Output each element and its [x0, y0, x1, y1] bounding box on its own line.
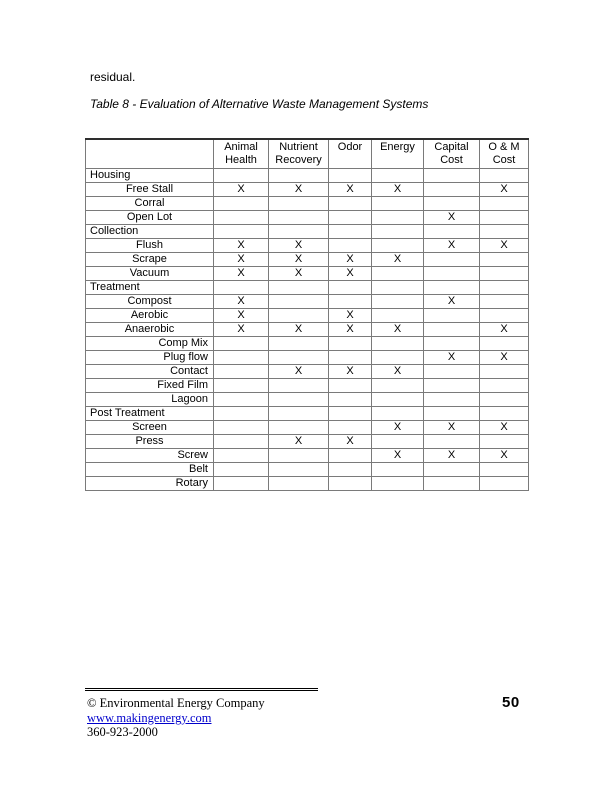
row-label-cell: Comp Mix — [86, 336, 214, 350]
mark-cell — [480, 308, 529, 322]
footer-company: © Environmental Energy Company — [87, 696, 265, 710]
table-row — [86, 336, 529, 350]
mark-cell: X — [269, 434, 329, 448]
table-row — [86, 378, 529, 392]
mark-cell: X — [424, 448, 480, 462]
mark-cell — [480, 364, 529, 378]
mark-cell — [269, 308, 329, 322]
mark-cell — [480, 224, 529, 238]
mark-cell — [480, 280, 529, 294]
mark-cell — [329, 462, 372, 476]
mark-cell — [480, 210, 529, 224]
row-label-cell: Aerobic — [86, 308, 214, 322]
mark-cell — [480, 336, 529, 350]
row-label-cell: Collection — [86, 224, 214, 238]
mark-cell: X — [329, 322, 372, 336]
mark-cell: X — [269, 364, 329, 378]
table-row — [86, 210, 529, 224]
mark-cell — [269, 378, 329, 392]
mark-cell: X — [372, 252, 424, 266]
mark-cell: X — [329, 434, 372, 448]
mark-cell — [480, 476, 529, 490]
mark-cell — [269, 476, 329, 490]
mark-cell — [424, 336, 480, 350]
mark-cell: X — [480, 238, 529, 252]
mark-cell — [329, 378, 372, 392]
row-label-cell: Contact — [86, 364, 214, 378]
mark-cell — [480, 266, 529, 280]
row-label-cell: Flush — [86, 238, 214, 252]
column-header: Animal Health — [214, 139, 269, 168]
mark-cell — [329, 448, 372, 462]
row-label-cell: Press — [86, 434, 214, 448]
mark-cell — [269, 406, 329, 420]
mark-cell — [372, 224, 424, 238]
mark-cell: X — [214, 182, 269, 196]
mark-cell — [214, 378, 269, 392]
mark-cell: X — [372, 448, 424, 462]
mark-cell — [372, 406, 424, 420]
mark-cell: X — [214, 294, 269, 308]
mark-cell: X — [214, 308, 269, 322]
table-row — [86, 182, 529, 196]
mark-cell — [214, 196, 269, 210]
footer — [87, 696, 265, 740]
table-row — [86, 364, 529, 378]
mark-cell: X — [424, 294, 480, 308]
table-row — [86, 280, 529, 294]
mark-cell: X — [269, 182, 329, 196]
mark-cell: X — [424, 420, 480, 434]
mark-cell — [269, 294, 329, 308]
mark-cell: X — [372, 420, 424, 434]
mark-cell — [269, 336, 329, 350]
mark-cell — [329, 350, 372, 364]
row-label-cell: Plug flow — [86, 350, 214, 364]
website-link[interactable]: www.makingenergy.com — [87, 710, 212, 725]
mark-cell — [480, 168, 529, 182]
mark-cell — [424, 266, 480, 280]
mark-cell — [269, 420, 329, 434]
mark-cell: X — [372, 322, 424, 336]
mark-cell — [372, 196, 424, 210]
table-row — [86, 238, 529, 252]
mark-cell — [269, 280, 329, 294]
row-label-cell: Scrape — [86, 252, 214, 266]
table-row — [86, 420, 529, 434]
mark-cell: X — [480, 420, 529, 434]
mark-cell — [372, 294, 424, 308]
mark-cell — [424, 378, 480, 392]
table-row — [86, 266, 529, 280]
mark-cell — [424, 322, 480, 336]
mark-cell — [214, 168, 269, 182]
table-row — [86, 224, 529, 238]
mark-cell — [424, 364, 480, 378]
table-row — [86, 168, 529, 182]
mark-cell — [372, 434, 424, 448]
mark-cell — [372, 336, 424, 350]
row-label-cell: Open Lot — [86, 210, 214, 224]
row-label-cell: Vacuum — [86, 266, 214, 280]
column-header: Odor — [329, 139, 372, 168]
row-label-cell: Anaerobic — [86, 322, 214, 336]
table-row — [86, 196, 529, 210]
mark-cell — [214, 350, 269, 364]
mark-cell — [329, 476, 372, 490]
mark-cell — [329, 406, 372, 420]
mark-cell — [214, 364, 269, 378]
mark-cell — [329, 168, 372, 182]
mark-cell: X — [214, 322, 269, 336]
mark-cell — [480, 196, 529, 210]
row-label-cell: Free Stall — [86, 182, 214, 196]
mark-cell — [329, 294, 372, 308]
mark-cell — [372, 168, 424, 182]
mark-cell — [480, 294, 529, 308]
mark-cell — [214, 210, 269, 224]
mark-cell — [372, 266, 424, 280]
mark-cell: X — [424, 350, 480, 364]
mark-cell — [269, 462, 329, 476]
mark-cell — [372, 308, 424, 322]
mark-cell: X — [269, 266, 329, 280]
mark-cell: X — [424, 210, 480, 224]
footer-divider — [85, 688, 318, 691]
mark-cell: X — [480, 350, 529, 364]
mark-cell — [424, 434, 480, 448]
mark-cell: X — [329, 252, 372, 266]
footer-phone: 360-923-2000 — [87, 725, 158, 740]
row-label-cell: Screen — [86, 420, 214, 434]
mark-cell — [269, 224, 329, 238]
mark-cell: X — [372, 364, 424, 378]
column-header: O & M Cost — [480, 139, 529, 168]
mark-cell — [214, 392, 269, 406]
mark-cell — [424, 168, 480, 182]
mark-cell — [214, 434, 269, 448]
header-row — [86, 139, 529, 168]
table-row — [86, 476, 529, 490]
mark-cell — [372, 378, 424, 392]
mark-cell — [424, 196, 480, 210]
mark-cell — [214, 280, 269, 294]
mark-cell: X — [269, 238, 329, 252]
table-row — [86, 350, 529, 364]
row-label-cell: Fixed Film — [86, 378, 214, 392]
evaluation-table — [85, 138, 529, 491]
mark-cell — [269, 448, 329, 462]
table-row — [86, 322, 529, 336]
mark-cell: X — [480, 182, 529, 196]
table-row — [86, 252, 529, 266]
mark-cell — [214, 476, 269, 490]
table-row — [86, 448, 529, 462]
corner-header-cell — [86, 139, 214, 168]
mark-cell — [480, 392, 529, 406]
mark-cell: X — [329, 308, 372, 322]
mark-cell — [269, 168, 329, 182]
table-row — [86, 308, 529, 322]
mark-cell: X — [329, 182, 372, 196]
table-row — [86, 462, 529, 476]
mark-cell — [424, 182, 480, 196]
column-header: Capital Cost — [424, 139, 480, 168]
column-header: Energy — [372, 139, 424, 168]
mark-cell — [424, 308, 480, 322]
row-label-cell: Post Treatment — [86, 406, 214, 420]
mark-cell — [214, 224, 269, 238]
row-label-cell: Rotary — [86, 476, 214, 490]
mark-cell — [269, 210, 329, 224]
mark-cell — [214, 462, 269, 476]
row-label-cell: Lagoon — [86, 392, 214, 406]
row-label-cell: Treatment — [86, 280, 214, 294]
row-label-cell: Housing — [86, 168, 214, 182]
mark-cell: X — [424, 238, 480, 252]
mark-cell — [329, 420, 372, 434]
mark-cell — [372, 350, 424, 364]
mark-cell: X — [214, 252, 269, 266]
mark-cell — [480, 378, 529, 392]
mark-cell — [372, 476, 424, 490]
column-header: Nutrient Recovery — [269, 139, 329, 168]
table-row — [86, 406, 529, 420]
mark-cell: X — [214, 266, 269, 280]
mark-cell — [269, 392, 329, 406]
mark-cell — [329, 210, 372, 224]
table-caption: Table 8 - Evaluation of Alternative Waste Management Systems — [90, 97, 429, 111]
page-number: 50 — [502, 694, 520, 711]
row-label-cell: Compost — [86, 294, 214, 308]
mark-cell: X — [480, 322, 529, 336]
mark-cell — [480, 462, 529, 476]
mark-cell — [329, 280, 372, 294]
mark-cell — [424, 406, 480, 420]
mark-cell: X — [480, 448, 529, 462]
mark-cell — [329, 238, 372, 252]
row-label-cell: Screw — [86, 448, 214, 462]
mark-cell — [329, 392, 372, 406]
table-body — [86, 168, 529, 490]
mark-cell — [424, 224, 480, 238]
row-label-cell: Belt — [86, 462, 214, 476]
mark-cell — [480, 406, 529, 420]
mark-cell — [329, 196, 372, 210]
mark-cell: X — [269, 252, 329, 266]
mark-cell — [214, 336, 269, 350]
mark-cell — [424, 392, 480, 406]
table-row — [86, 392, 529, 406]
mark-cell — [214, 406, 269, 420]
mark-cell — [269, 350, 329, 364]
mark-cell: X — [329, 266, 372, 280]
mark-cell — [372, 462, 424, 476]
mark-cell — [214, 448, 269, 462]
mark-cell — [372, 392, 424, 406]
mark-cell — [424, 476, 480, 490]
mark-cell — [329, 224, 372, 238]
mark-cell: X — [269, 322, 329, 336]
mark-cell: X — [329, 364, 372, 378]
mark-cell: X — [214, 238, 269, 252]
mark-cell — [214, 420, 269, 434]
mark-cell — [372, 280, 424, 294]
table-row — [86, 434, 529, 448]
mark-cell — [480, 252, 529, 266]
table-row — [86, 294, 529, 308]
mark-cell: X — [372, 182, 424, 196]
mark-cell — [372, 238, 424, 252]
mark-cell — [424, 462, 480, 476]
intro-text: residual. — [90, 70, 136, 84]
mark-cell — [424, 252, 480, 266]
mark-cell — [424, 280, 480, 294]
row-label-cell: Corral — [86, 196, 214, 210]
mark-cell — [269, 196, 329, 210]
mark-cell — [480, 434, 529, 448]
mark-cell — [372, 210, 424, 224]
mark-cell — [329, 336, 372, 350]
